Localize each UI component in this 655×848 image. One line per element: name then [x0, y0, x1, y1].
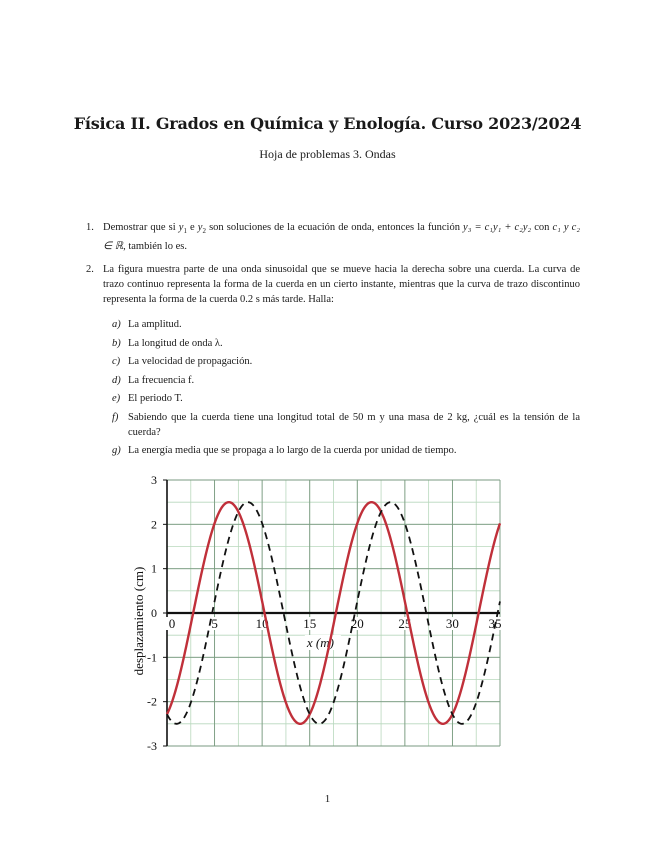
- subitem-c: c) La velocidad de propagación.: [112, 356, 253, 368]
- x-axis-label: x (m): [306, 635, 334, 650]
- problem-text: , también lo es.: [123, 241, 187, 253]
- x-tick-label: 15: [303, 616, 317, 631]
- wave-figure: [123, 468, 513, 758]
- x-tick-label: 20: [350, 616, 364, 631]
- subitem-list: [103, 317, 580, 458]
- problem-text: con: [531, 222, 553, 233]
- problem-text: son soluciones de la ecuación de onda, entonces la función: [205, 222, 464, 233]
- page-number: 1: [324, 793, 331, 805]
- y-tick-label: 0: [151, 606, 157, 620]
- math-y1: $y_1$: [178, 222, 187, 236]
- subitem-e: e) El periodo T.: [112, 393, 183, 405]
- problem-number: 2.: [86, 264, 94, 276]
- subitem-d: d) La frecuencia f.: [112, 374, 195, 386]
- page-title: Física II. Grados en Química y Enología. Curso 2023/2024: [73, 114, 582, 133]
- problem-intro: La figura muestra parte de una onda sinusoidal que se mueve hacia la derecha sobre una cuerda. La curva de trazo continuo representa la forma de la cuerda en un cierto instante, mientras que la curva de trazo discontinuo representa la forma de la cuerda 0.2 s más tarde. Halla:: [103, 264, 580, 306]
- subitem-g: g) La energía media que se propaga a lo largo de la cuerda por unidad de tiempo.: [112, 445, 457, 457]
- x-tick-label: 10: [255, 616, 269, 631]
- x-tick-label: 35: [488, 616, 502, 631]
- problem-list: [86, 220, 580, 466]
- y-axis-label: desplazamiento (cm): [131, 566, 146, 676]
- y-tick-label: 1: [151, 561, 157, 576]
- x-tick-label: 30: [445, 616, 459, 631]
- x-tick-label: 25: [398, 616, 412, 631]
- y-tick-label: -2: [147, 694, 157, 709]
- problem-text: e: [186, 222, 198, 233]
- problem-2: [86, 262, 580, 458]
- problem-1: [86, 220, 580, 254]
- page-subtitle: Hoja de problemas 3. Ondas: [259, 147, 396, 161]
- problem-text: Demostrar que si: [103, 222, 179, 233]
- y-tick-label: 2: [151, 517, 157, 532]
- x-tick-label: 5: [211, 616, 218, 631]
- y-tick-label: -3: [147, 739, 157, 753]
- math-constants: c₁ y c₂ ∈ ℝ: [103, 222, 580, 253]
- math-equation: y₃ = c₁y₁ + c₂y₂: [463, 222, 532, 233]
- x-tick-label: 0: [168, 616, 176, 631]
- problem-number: 1.: [86, 222, 94, 233]
- y-tick-label: 3: [151, 473, 157, 487]
- subitem-b: b) La longitud de onda λ.: [112, 337, 223, 349]
- subitem-a: a) La amplitud.: [112, 319, 182, 331]
- math-y2: $y_2$: [197, 222, 206, 236]
- subitem-f: f) Sabiendo que la cuerda tiene una longitud total de 50 m y una masa de 2 kg, ¿cuál es la tensión de la cuerda?: [112, 411, 580, 438]
- y-tick-label: -1: [147, 650, 157, 665]
